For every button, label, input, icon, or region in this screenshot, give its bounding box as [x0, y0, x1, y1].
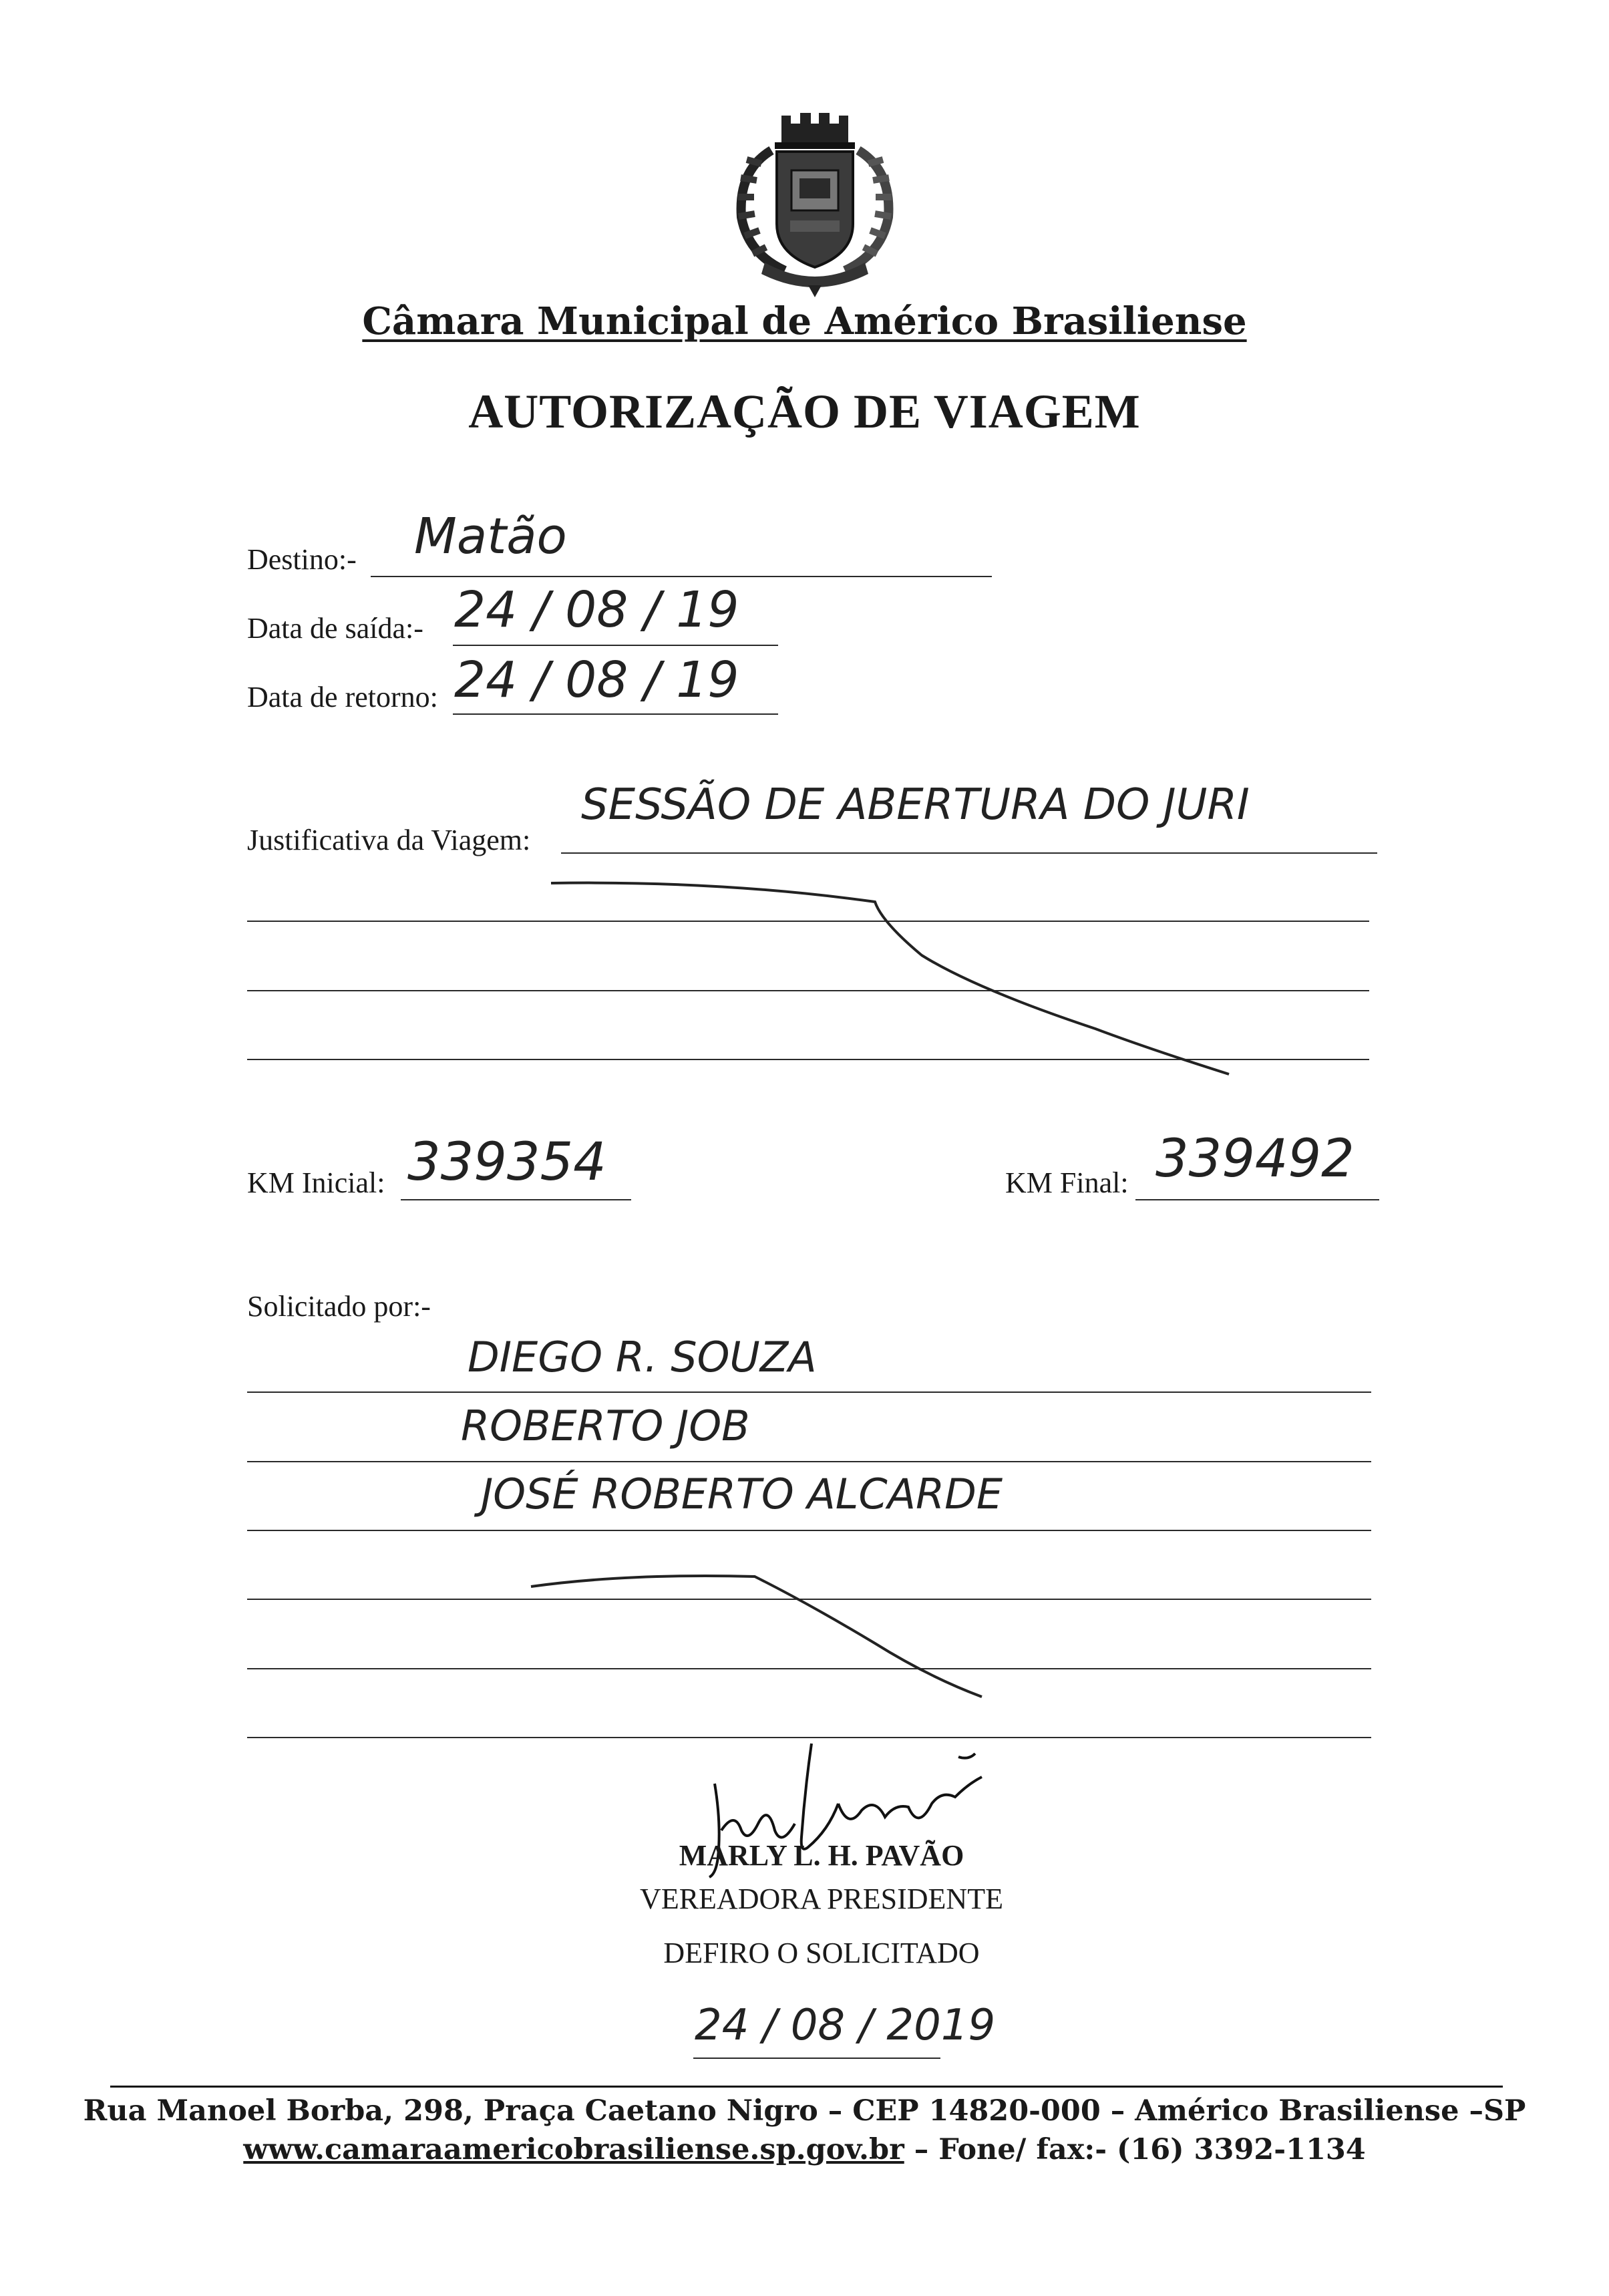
- signature-date-line: [693, 2058, 940, 2059]
- request-line-2: [247, 1461, 1371, 1462]
- footer-website-link[interactable]: www.camaraamericobrasiliense.sp.gov.br: [243, 2133, 904, 2166]
- footer-phone: – Fone/ fax:- (16) 3392-1134: [904, 2133, 1366, 2166]
- footer-contact: [0, 2133, 1609, 2166]
- departure-label: Data de saída:-: [247, 612, 423, 645]
- signer-role: VEREADORA PRESIDENTE: [640, 1882, 1003, 1915]
- strike-through-mark-2: [528, 1563, 989, 1703]
- requester-1: DIEGO R. SOUZA: [468, 1333, 817, 1381]
- destination-value: Matão: [414, 508, 567, 565]
- requester-2: ROBERTO JOB: [461, 1402, 750, 1450]
- signer-name: MARLY L. H. PAVÃO: [679, 1839, 964, 1872]
- requested-by-label: Solicitado por:-: [247, 1290, 431, 1323]
- km-final-label: KM Final:: [1005, 1166, 1129, 1199]
- km-initial-value: 339354: [407, 1132, 606, 1192]
- km-initial-line: [401, 1199, 631, 1200]
- request-line-3: [247, 1530, 1371, 1531]
- request-line-1: [247, 1391, 1371, 1393]
- destination-line: [371, 576, 992, 577]
- km-final-line: [1135, 1199, 1379, 1200]
- return-line: [453, 713, 778, 715]
- return-value: 24 / 08 / 19: [454, 651, 739, 709]
- signature-date: 24 / 08 / 2019: [695, 2001, 996, 2050]
- return-label: Data de retorno:: [247, 681, 438, 713]
- km-initial-label: KM Inicial:: [247, 1166, 385, 1199]
- km-final-value: 339492: [1155, 1129, 1355, 1189]
- footer-divider: [110, 2086, 1503, 2088]
- strike-through-mark: [548, 875, 1242, 1082]
- departure-line: [453, 645, 778, 646]
- justification-value: SESSÃO DE ABERTURA DO JURI: [581, 780, 1250, 830]
- municipal-crest-logo: [725, 110, 905, 297]
- justification-label: Justificativa da Viagem:: [247, 824, 531, 856]
- document-title: AUTORIZAÇÃO DE VIAGEM: [468, 385, 1141, 438]
- destination-label: Destino:-: [247, 543, 357, 576]
- requester-3: JOSÉ ROBERTO ALCARDE: [481, 1470, 1003, 1518]
- departure-value: 24 / 08 / 19: [454, 581, 739, 639]
- institution-name: Câmara Municipal de Américo Brasiliense: [362, 299, 1247, 343]
- decision-text: DEFIRO O SOLICITADO: [663, 1937, 980, 1969]
- footer-address: Rua Manoel Borba, 298, Praça Caetano Nigro – CEP 14820-000 – Américo Brasiliense –SP: [83, 2094, 1526, 2128]
- justification-line-1: [561, 852, 1377, 854]
